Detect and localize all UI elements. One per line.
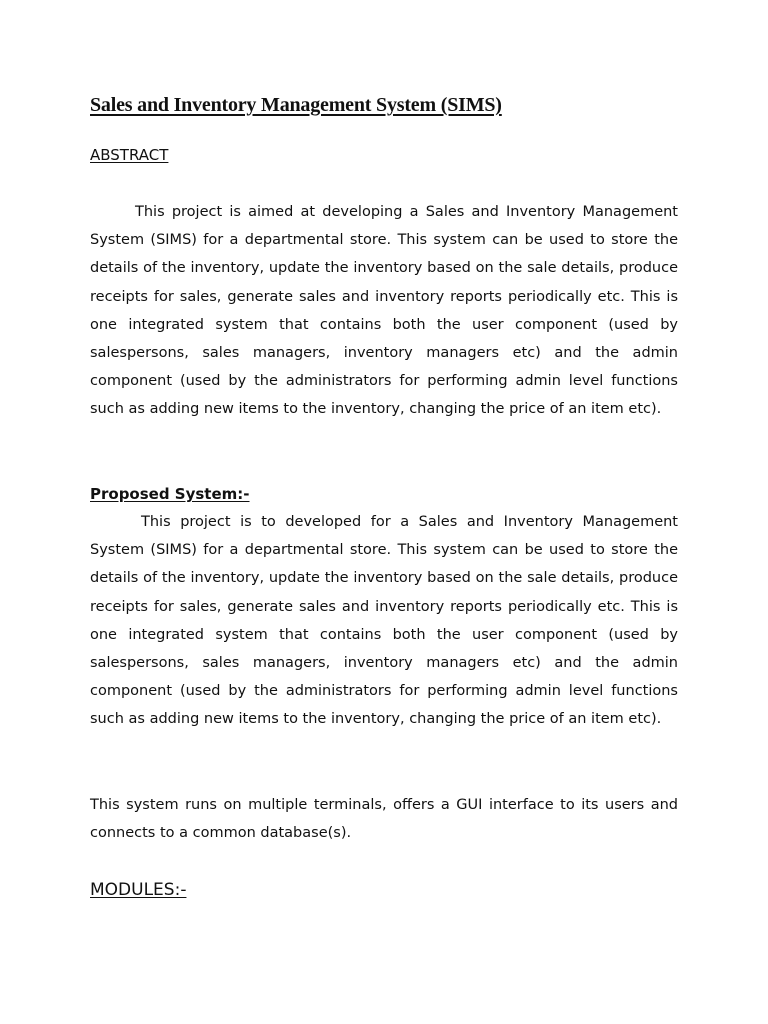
proposed-system-paragraph: This project is to developed for a Sales and Inventory Management System (SIMS) for a departmental store. This system can be used to store the details of the inventory, update the inventory based on the sale details, produce receipts for sales, generate sales and inventory reports periodically etc. This is one integrated system that contains both the user component (used by salespersons, sales managers, inventory managers etc) and the admin component (used by the administrators for performing admin level functions such as adding new items to the inventory, changing the price of an item etc). xyxy=(90,514,678,728)
document-title: Sales and Inventory Management System (SIMS) xyxy=(90,94,502,116)
abstract-paragraph: This project is aimed at developing a Sales and Inventory Management System (SIMS) for a departmental store. This system can be used to store the details of the inventory, update the inventory based on the sale details, produce receipts for sales, generate sales and inventory reports periodically etc. This is one integrated system that contains both the user component (used by salespersons, sales managers, inventory managers etc) and the admin component (used by the administrators for performing admin level functions such as adding new items to the inventory, changing the price of an item etc). xyxy=(90,204,678,418)
system-description-paragraph: This system runs on multiple terminals, offers a GUI interface to its users and connects to a common database(s). xyxy=(90,797,678,842)
modules-heading: MODULES:- xyxy=(90,880,187,900)
proposed-system-heading: Proposed System:- xyxy=(90,485,250,503)
abstract-heading: ABSTRACT xyxy=(90,146,169,164)
